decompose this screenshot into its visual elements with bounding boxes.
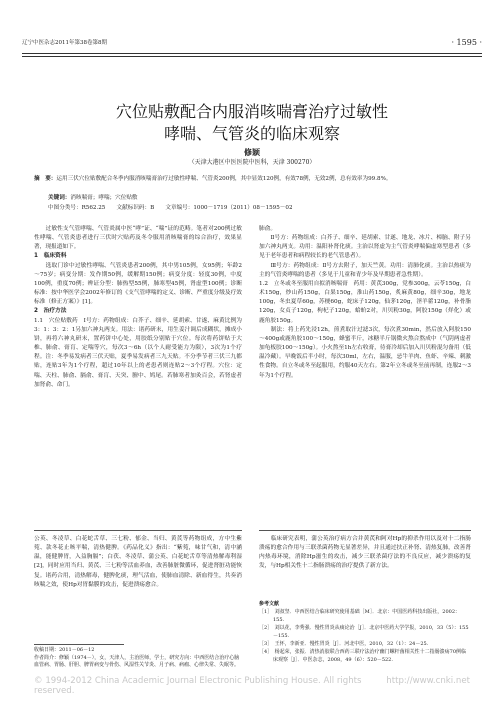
paragraph: 过敏性支气管哮喘、气管炎属中医“哮”证、“喘”证的范畴。笔者对200例过敏性哮喘、气管炎患者进行三伏时穴贴药及冬令服用消咳喘膏的综合治疗，效果显著，现报道如下。 [34,226,242,251]
footnote [34,647,242,670]
header-rule [22,53,482,54]
column-break-rule [34,530,242,531]
header-rule-thin [22,56,482,57]
paragraph: Ⅲ号方：药物组成：Ⅱ号方去附子，加天竺黄。功用：清肺化痰。主治以热痰为主的气管炎哮喘的患者（多见于儿童和青少年及早期患者急性期）。 [259,262,471,278]
section-heading: 2 治疗方法 [34,308,67,315]
abstract-label: 摘 要： [34,176,57,182]
footnote-line: 收稿日期：2011－06－12 [34,647,95,653]
paragraph: 肺俞。 [259,226,277,232]
article-title-line1: 穴位贴敷配合内服消咳喘膏治疗过敏性 [115,102,388,121]
keywords-text: 消咳喘膏；哮喘；穴位贴敷 [70,195,138,201]
paragraph: 1.2 立冬或冬至服用自拟消咳喘膏 药用：黄芪300g，党参300g，云苓150g，白术150g，炒山药150g，白果150g，淮山药150g，炙麻黄80g，细辛30g，地龙100g，冬虫夏草60g，苏梗60g，蛇床子120g，仙茅120g，淫羊藿120g，补骨脂120g，女贞子120g，枸杞子120g，蛤蚧2对，川贝粉30g，阿胶150g（烊化）或鹿角胶150g。 [259,280,471,324]
affiliation: （天津大港区中医医院中医科，天津 300270） [188,159,316,166]
journal-name: 辽宁中医杂志2011年第38卷第8期 [22,40,107,46]
keywords [48,194,470,203]
references [259,600,471,664]
article-title-line2: 哮喘、气管炎的临床观察 [163,124,340,143]
reference-item: ［4］ 杨起荣，张振．清热消胶联合西药三联疗法治疗幽门螺杆菌相关性十二指肠溃疡70例临床观察［J］．中医杂志，2008，49（6）：520－522. [259,649,467,663]
left-column-continued: 公英、冬凌草、白花蛇舌草、三七粉、郁金、当归、黄芪等药物组成，方中生紫菀、款冬花止咳平喘，清热健脾。《药品化义》指出：“紫菀，味甘气和，清中涵温，能健脾胃，入益胸膈”；白茯、冬凌草、蒲公英、白花蛇舌草等清热解毒利湿[2]，同时应用当归、黄芪、三七粉等活血养血，改善肺脏微循环，促进肾脏功能恢复。诸药合用，清热解毒，健脾化痰，理气活血，使肺血清除、新血得生，共奏消咳喘之效，使Hp对胃黏膜的攻击，促进溃疡愈合。 [34,536,242,588]
author: 修颖 [244,147,260,157]
reference-item: ［2］ 刘以花，李秀强．慢性胃炎从痰论治［J］．北京中医药大学学报，2010，33（5）：155－155. [259,625,469,639]
paragraph: 制法：将上药先浸12h，煎煮取汁过滤3次，每次煮30min，然后放入阿胶150～400g或鹿角胶100～150g，蜂蜜半斤，冰糖半斤锅微火熬合熬成中（气阴两虚者加龟板胶100～150g）。小火熬至1h左右收膏，待膏冷却后加入川贝粉混匀备用（低温冷藏）。早晚饭后半小时，每次30ml，左右，温服，忌牛羊肉、鱼虾、辛辣、刺激性食物。自立冬或冬至起服用，约服40天左右。第2年立冬或冬至前再制，连服2～3年为1个疗程。 [259,326,471,379]
right-column-continued: 临床研究表明，蒲公英治疗病方合并黄芪和阿对Hp的抑杀作用以及对十二指肠溃疡的愈合作用与三联杀菌药物无显著差异，并且通过扶正补肾、清热复肺，改善肾内热毒环境，消除Hp滋生的攻击，减少三联杀菌疗法的不良反应，减少溃疡的复发，与Hp相关性十二指肠溃疡的治疗提供了新方法。 [259,536,471,570]
running-header [22,38,482,47]
right-column [259,225,471,381]
reference-item: ［1］ 刘叔坚．中西医结合临床研究使用基础［M］．北京：中国医药科技出版社，2002：155. [259,609,461,623]
paragraph: Ⅱ号方：药物组成：白芥子、细辛、延胡索、甘遂、地龙、冰片、樟脑、附子另加六神丸两支。功用：温阳补肾化痰。主治以肾虚为主气管炎哮喘偏虚寒型患者（多见于老年患者和病程较长的老气管患者）。 [259,235,471,260]
paragraph: 选取门诊中过敏性哮喘、气管炎患者200例，其中男105例，女95例；年龄2～75岁；病变分期：发作期50例，缓解期150例；病变分度：轻度30例，中度100例，重度70例；辨证分型：肺热型55例，肺寒型45例，肾虚型100例；诊断标准：按中华医学会2002年修订的《支气管哮喘的定义、诊断、严重度分级及疗效标准（修正方案）》[1]。 [34,262,242,306]
copyright-watermark [0,676,504,696]
section-heading: 1 临床资料 [34,253,67,260]
references-label: 参考文献 [259,601,280,607]
abstract-text: 运用三伏穴位贴敷配合冬季内服消咳喘膏治疗过敏性哮喘、气管炎200例，其中显效120例，有效78例，无效2例，总有效率为99.8%。 [56,176,392,182]
page-number: · 1595 · [451,38,482,47]
copyright-text: © 1994-2012 China Academic Journal Electronic Publishing House. All rights reserved. [34,676,362,696]
paragraph: 1.1 穴位贴敷药 Ⅰ号方：药物组成：白芥子、细辛、延胡索、甘遂、麻黄比例为3：1：3：2：1另加六神丸两支。用法：诸药研末，用生姜汁调后成糊状，摊成小饼，再将六神丸研末，置药饼中心处，用胶纸分别贴于穴位。每次将药饼贴于大椎、肺俞、膏肓、定喘等穴，每次3～6h（以个人耐受能力为限），3次为1个疗程。注：冬季易发病者三伏天贴，夏季易发病者三九天贴。不分季节者三伏三九都贴，连贴3年为1个疗程，超过10年以上的老患者则连贴2～3个疗程。穴位：定喘、天柱、肺俞、膈俞、膏肓、天突、膻中、鸠尾。若肺寒者加灸百会，若肾虚者加肾俞、命门。 [34,317,242,388]
abstract [34,175,470,184]
left-column [34,225,242,390]
footnote-rule [34,644,124,645]
reference-item: ［3］ 王怀，李新亚．慢性胃炎［J］．河北中医，2010，32（1）：24－25. [259,641,429,647]
classification-info: 中图分类号：R562.25 文献标识码：B 文章编号：1000－1719（2011）08－1595－02 [48,205,293,211]
column-break-rule-right [259,530,471,531]
cnki-url: http://www.cnki.net [386,676,470,686]
keywords-label: 关键词： [48,195,71,201]
footnote-line: 作者简介：修颖（1974－），女，天津人，主治医师，学士，研究方向：中西医结合治疗心脑血管病、胃肠、肝胆、脾胃病变与骨伤、风湿性关节炎、月子病、病瘤、心律失常、失眠等。 [34,654,240,669]
